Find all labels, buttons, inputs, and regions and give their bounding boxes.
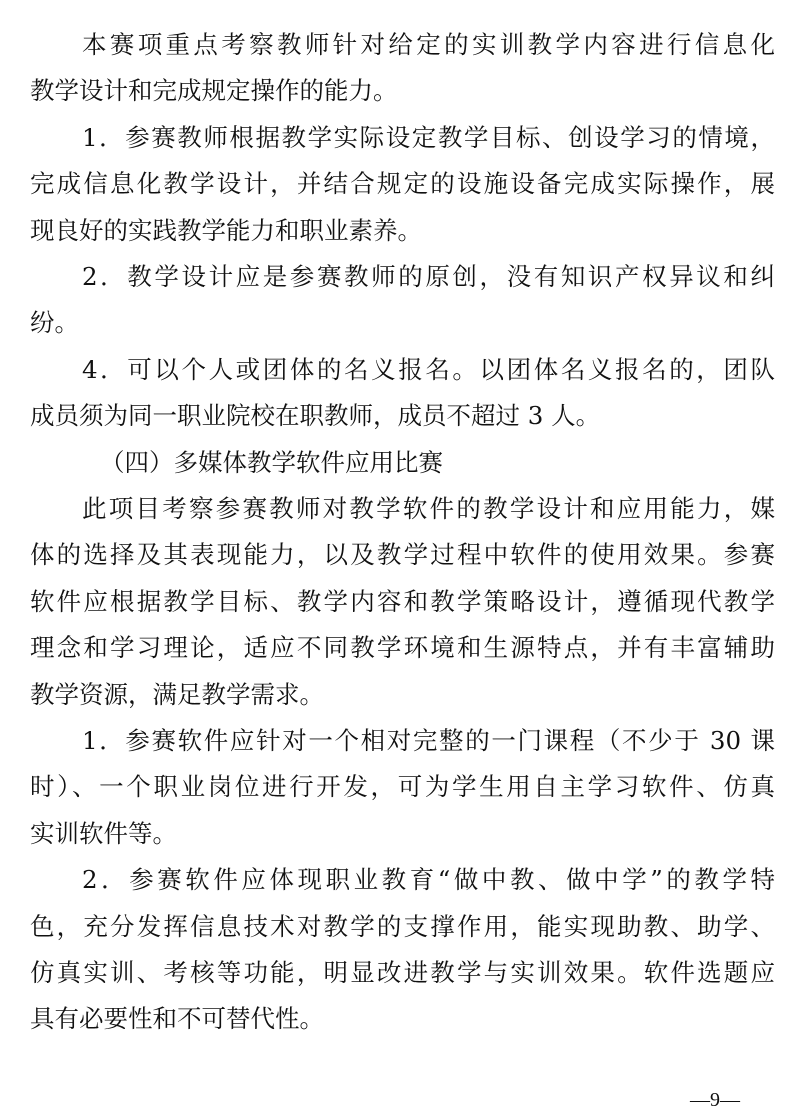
paragraph-line: 教学资源，满足教学需求。: [30, 680, 324, 709]
paragraph-line: 成员须为同一职业院校在职教师，成员不超过 3 人。: [30, 401, 601, 430]
paragraph-line: 色，充分发挥信息技术对教学的支撑作用，能实现助教、助学、: [30, 912, 775, 941]
paragraph-line: 具有必要性和不可替代性。: [30, 1004, 324, 1033]
paragraph-line: 1．参赛软件应针对一个相对完整的一门课程（不少于 30 课: [82, 726, 775, 755]
paragraph-line: 现良好的实践教学能力和职业素养。: [30, 216, 422, 245]
paragraph-line: 本赛项重点考察教师针对给定的实训教学内容进行信息化: [82, 30, 775, 59]
paragraph-line: 完成信息化教学设计，并结合规定的设施设备完成实际操作，展: [30, 169, 775, 198]
paragraph-line: 时）、一个职业岗位进行开发，可为学生用自主学习软件、仿真: [30, 772, 775, 801]
paragraph-line: 软件应根据教学目标、教学内容和教学策略设计，遵循现代教学: [30, 587, 775, 616]
paragraph-line: 教学设计和完成规定操作的能力。: [30, 76, 398, 105]
paragraph-line: 体的选择及其表现能力，以及教学过程中软件的使用效果。参赛: [30, 540, 775, 569]
section-heading: （四）多媒体教学软件应用比赛: [100, 448, 443, 477]
page-number: —9—: [690, 1089, 740, 1111]
paragraph-line: 2．参赛软件应体现职业教育“做中教、做中学”的教学特: [82, 865, 775, 894]
paragraph-line: 4．可以个人或团体的名义报名。以团体名义报名的，团队: [82, 355, 775, 384]
paragraph-line: 1．参赛教师根据教学实际设定教学目标、创设学习的情境，: [82, 123, 775, 152]
paragraph-line: 此项目考察参赛教师对教学软件的教学设计和应用能力，媒: [82, 494, 775, 523]
paragraph-line: 理念和学习理论，适应不同教学环境和生源特点，并有丰富辅助: [30, 633, 775, 662]
paragraph-line: 实训软件等。: [30, 819, 177, 848]
paragraph-line: 仿真实训、考核等功能，明显改进教学与实训效果。软件选题应: [30, 958, 775, 987]
paragraph-line: 纷。: [30, 308, 79, 337]
paragraph-line: 2．教学设计应是参赛教师的原创，没有知识产权异议和纠: [82, 262, 775, 291]
